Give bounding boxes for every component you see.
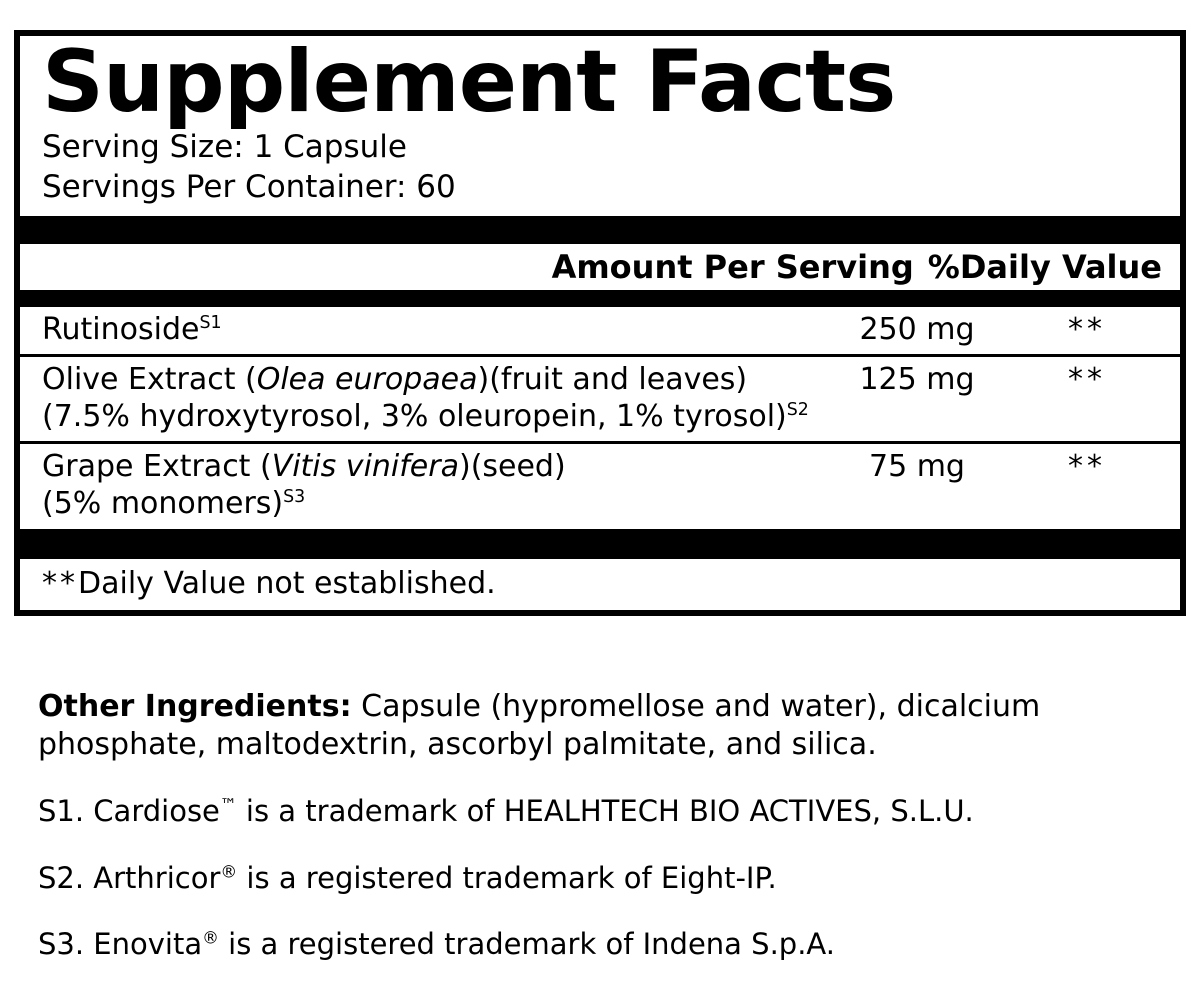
daily-value-footnote [42,559,1162,611]
panel-title: Supplement Facts [42,32,896,132]
table-row [42,357,1162,441]
trademark-note-brand: Cardiose [84,794,220,828]
nutrient-amount: 75 mg [869,449,965,485]
supplement-facts-panel [14,30,1186,616]
trademark-note-text: is a registered trademark of Indena S.p.A. [218,927,835,962]
trademark-note-s2 [38,860,1178,897]
trademark-note-text: is a trademark of HEALHTECH BIO ACTIVES, S.L.U. [236,794,974,828]
label-footer [38,688,1178,963]
trademark-note-id: S3. [38,927,85,962]
divider-thick-top [20,216,1180,244]
registered-symbol-icon: ® [220,860,238,881]
nutrient-name-superscript: S2 [786,399,809,420]
nutrient-amount: 125 mg [859,362,975,398]
nutrient-amount: 250 mg [859,311,975,347]
table-row [42,444,1162,528]
trademark-symbol-icon: ™ [219,794,237,815]
nutrient-name [42,449,822,522]
header-amount-per-serving: Amount Per Serving [551,247,914,286]
nutrient-standardization: (7.5% hydroxytyrosol, 3% oleuropein, 1% tyrosol) [42,398,787,434]
header-daily-value: %Daily Value [927,247,1162,286]
other-ingredients-text: Capsule (hypromellose and water), dicalcium phosphate, maltodextrin, ascorbyl palmitate, and silica. [38,689,1041,762]
registered-symbol-icon: ® [202,927,219,948]
daily-value-footnote-text: Daily Value not established. [78,565,496,601]
trademark-note-s3 [38,926,1178,963]
nutrient-name [42,362,822,435]
nutrient-latin-name: Vitis vinifera [271,449,459,485]
serving-info [42,128,1162,207]
trademark-note-id: S2. [38,860,85,895]
table-row [42,307,1162,355]
trademark-note-s1 [38,793,1178,830]
nutrient-name-text: Rutinoside [42,311,200,347]
trademark-note-brand: Arthricor [84,860,221,895]
nutrient-name-text: Olive Extract ( [42,362,257,398]
nutrient-name-suffix: )(fruit and leaves) [477,362,748,398]
nutrient-name-superscript: S1 [199,312,222,333]
servings-per-container: Servings Per Container: 60 [42,168,456,205]
column-headers [42,244,1162,290]
other-ingredients-label: Other Ingredients: [38,689,352,724]
trademark-note-id: S1. [38,794,85,828]
divider-thick-headers [20,290,1180,307]
daily-value-footnote-stars: ** [42,565,78,601]
trademark-note-brand: Enovita [84,927,203,962]
nutrient-name-text: Grape Extract ( [42,449,272,485]
trademark-note-text: is a registered trademark of Eight-IP. [237,860,777,895]
nutrient-latin-name: Olea europaea [256,362,478,398]
nutrient-daily-value: ** [1068,362,1106,398]
divider-thick-bottom [20,529,1180,559]
nutrient-standardization: (5% monomers) [42,485,284,521]
nutrient-name [42,312,822,349]
nutrient-name-superscript: S3 [283,486,306,507]
nutrient-daily-value: ** [1068,311,1106,347]
nutrient-daily-value: ** [1068,449,1106,485]
other-ingredients [38,688,1178,763]
serving-size: Serving Size: 1 Capsule [42,129,407,166]
nutrient-name-suffix: )(seed) [458,449,566,485]
